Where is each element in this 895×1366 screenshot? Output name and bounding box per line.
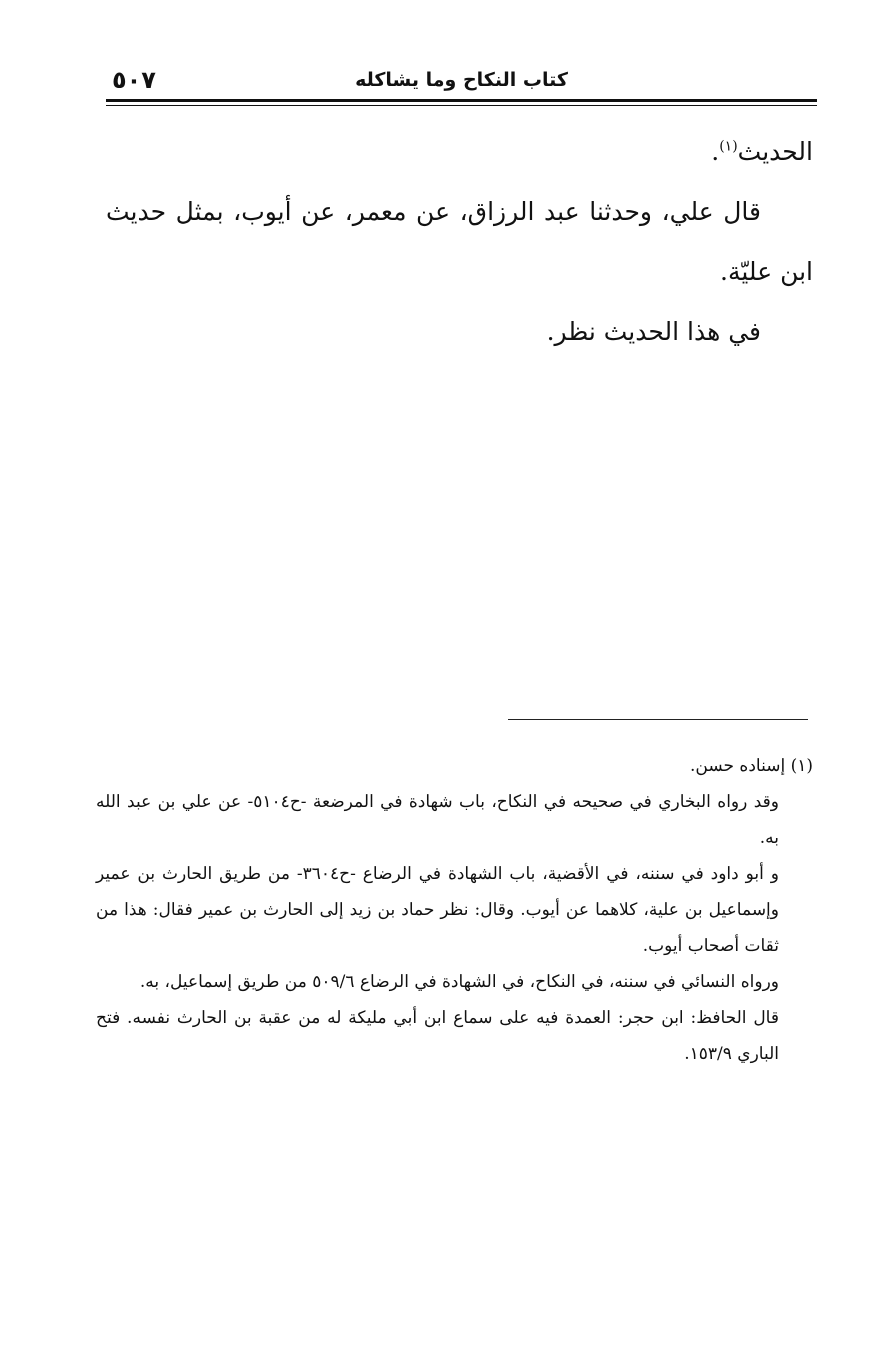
- footnote-1: (١) إسناده حسن.: [690, 756, 813, 776]
- header-rule-thick: [106, 99, 817, 102]
- page-header: [106, 62, 817, 102]
- main-line-1-end: .: [711, 137, 720, 166]
- page-number: ٥٠٧: [112, 66, 156, 94]
- footnote-paragraph: و أبو داود في سننه، في الأقضية، باب الشهادة في الرضاع -ح٣٦٠٤- من طريق الحارث بن عمير وإسماعيل بن علية، كلاهما عن أيوب. وقال: نظر حماد بن زيد إلى الحارث بن عمير فقال: هذا من ثقات أصحاب أيوب.: [96, 864, 779, 956]
- footnote-paragraph: وقد رواه البخاري في صحيحه في النكاح، باب شهادة في المرضعة -ح٥١٠٤- عن علي بن عبد الله به.: [96, 792, 779, 848]
- footnote-paragraph: قال الحافظ: ابن حجر: العمدة فيه على سماع ابن أبي مليكة له من عقبة بن الحارث نفسه. فتح الباري ١٥٣/٩.: [96, 1008, 779, 1064]
- footnote-separator: [508, 719, 808, 720]
- footnotes: [96, 748, 813, 1072]
- header-rule-thin: [106, 105, 817, 106]
- main-paragraph-3: في هذا الحديث نظر.: [546, 317, 761, 346]
- footnote-reference[interactable]: (١): [719, 138, 738, 155]
- main-line-1: [106, 122, 813, 182]
- main-line-1-text: الحديث: [737, 137, 813, 166]
- main-paragraph-2: قال علي، وحدثنا عبد الرزاق، عن معمر، عن أيوب، بمثل حديث ابن عليّة.: [106, 197, 813, 286]
- main-text: [106, 122, 813, 362]
- footnote-paragraph: ورواه النسائي في سننه، في النكاح، في الشهادة في الرضاع ٥٠٩/٦ من طريق إسماعيل، به.: [139, 972, 779, 992]
- running-title: كتاب النكاح وما يشاكله: [355, 69, 568, 91]
